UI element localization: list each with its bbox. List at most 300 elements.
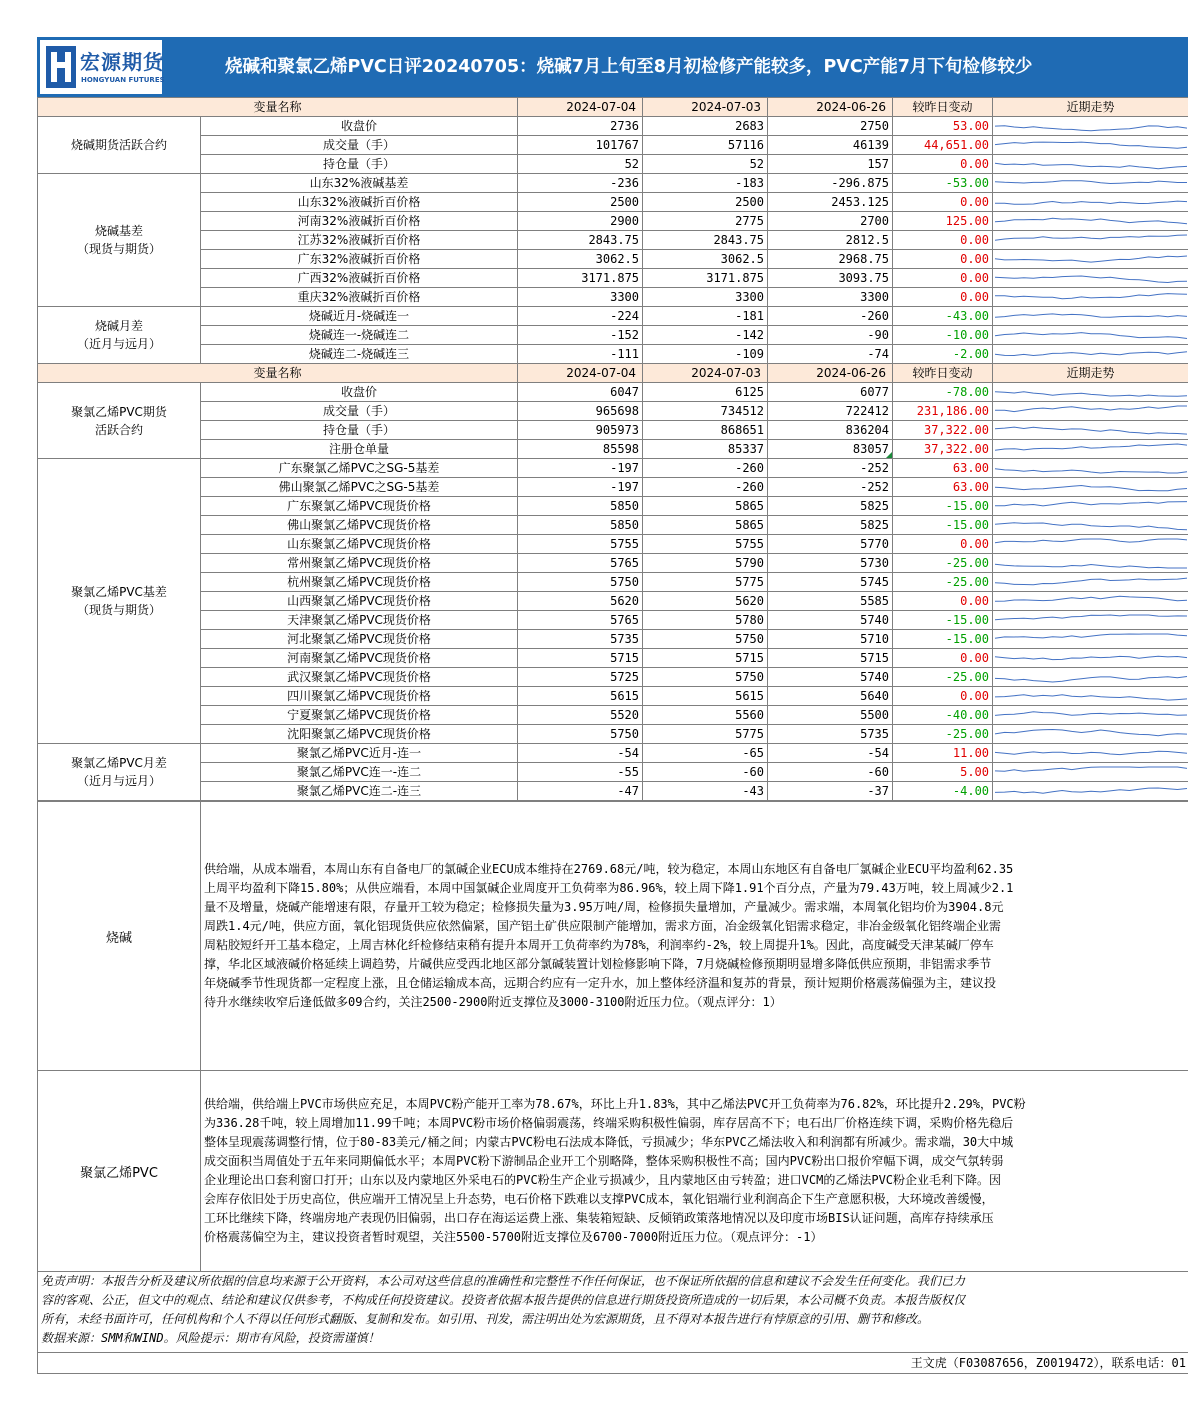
value-date2: 2500	[643, 193, 768, 212]
table-row	[38, 250, 1188, 269]
sparkline-icon	[993, 345, 1188, 363]
value-date1: -236	[518, 174, 643, 193]
value-date3: 5825	[768, 497, 893, 516]
value-date2: 5715	[643, 649, 768, 668]
daily-change: -15.00	[893, 630, 993, 649]
value-date3: 5825	[768, 516, 893, 535]
value-date2: 52	[643, 155, 768, 174]
sparkline-icon	[993, 592, 1188, 610]
value-date1: -47	[518, 782, 643, 801]
sparkline-icon	[993, 478, 1188, 496]
daily-change: 0.00	[893, 231, 993, 250]
group-label: 烧碱月差 （近月与远月）	[38, 307, 201, 364]
value-date1: 85598	[518, 440, 643, 459]
value-date3: 722412	[768, 402, 893, 421]
col-header-variable: 变量名称	[38, 364, 518, 383]
disclaimer: 免责声明：本报告分析及建议所依据的信息均来源于公开资料，本公司对这些信息的准确性和完整性不作任何保证，也不保证所依据的信息和建议不会发生任何变化。我们已力 容的客观、公正，但文中的观点、结论和建议仅供参考，不构成任何投资建议。投资者依据本报告提供的信息进行期货投资所造成的一切后果，本公司概不负责。本报告版权仅 所有，未经书面许可，任何机构和个人不得以任何形式翻版、复制和发布。如引用、刊发，需注明出处为宏源期货，且不得对本报告进行有悖原意的引用、删节和修改。 数据来源：SMM和WIND。风险提示：期市有风险，投资需谨慎！	[37, 1272, 1188, 1352]
value-date2: 5620	[643, 592, 768, 611]
sparkline-icon	[993, 649, 1188, 667]
sparkline-icon	[993, 535, 1188, 553]
trend-cell	[993, 725, 1188, 744]
trend-cell	[993, 668, 1188, 687]
value-date1: -111	[518, 345, 643, 364]
daily-change: -43.00	[893, 307, 993, 326]
value-date3: 157	[768, 155, 893, 174]
value-date3: -60	[768, 763, 893, 782]
daily-change: -25.00	[893, 573, 993, 592]
value-date3: 2453.125	[768, 193, 893, 212]
table-row	[38, 535, 1188, 554]
value-date2: -260	[643, 478, 768, 497]
value-date1: 5715	[518, 649, 643, 668]
trend-cell	[993, 402, 1188, 421]
table-row	[38, 649, 1188, 668]
commentary-text	[201, 802, 1188, 1071]
table-row	[38, 155, 1188, 174]
table-row	[38, 307, 1188, 326]
sparkline-icon	[993, 231, 1188, 249]
trend-cell	[993, 744, 1188, 763]
table-row	[38, 554, 1188, 573]
value-date3: -54	[768, 744, 893, 763]
value-date1: 6047	[518, 383, 643, 402]
trend-cell	[993, 193, 1188, 212]
col-header-trend: 近期走势	[993, 364, 1188, 383]
daily-change: -15.00	[893, 611, 993, 630]
variable-name: 广西32%液碱折百价格	[201, 269, 518, 288]
daily-change: 125.00	[893, 212, 993, 231]
trend-cell	[993, 440, 1188, 459]
sparkline-icon	[993, 307, 1188, 325]
sparkline-icon	[993, 193, 1188, 211]
value-date3: 83057	[768, 440, 893, 459]
table-row	[38, 668, 1188, 687]
trend-cell	[993, 554, 1188, 573]
table-header-row	[38, 98, 1188, 117]
sparkline-icon	[993, 383, 1188, 401]
variable-name: 四川聚氯乙烯PVC现货价格	[201, 687, 518, 706]
variable-name: 烧碱连一-烧碱连二	[201, 326, 518, 345]
value-date1: 5850	[518, 497, 643, 516]
value-date1: -197	[518, 478, 643, 497]
daily-change: -25.00	[893, 725, 993, 744]
value-date2: 5560	[643, 706, 768, 725]
table-row	[38, 117, 1188, 136]
commentary-text	[201, 1071, 1188, 1272]
sparkline-icon	[993, 421, 1188, 439]
table-row	[38, 744, 1188, 763]
trend-cell	[993, 231, 1188, 250]
table-row	[38, 269, 1188, 288]
col-header-date3: 2024-06-26	[768, 364, 893, 383]
daily-change: 63.00	[893, 459, 993, 478]
variable-name: 重庆32%液碱折百价格	[201, 288, 518, 307]
variable-name: 收盘价	[201, 383, 518, 402]
value-date1: 5850	[518, 516, 643, 535]
value-date2: 57116	[643, 136, 768, 155]
variable-name: 成交量（手）	[201, 402, 518, 421]
value-date1: 3171.875	[518, 269, 643, 288]
value-date2: 3171.875	[643, 269, 768, 288]
sparkline-icon	[993, 668, 1188, 686]
report-header	[37, 37, 1188, 97]
sparkline-icon	[993, 554, 1188, 572]
commentary-row	[38, 1071, 1188, 1272]
variable-name: 河南聚氯乙烯PVC现货价格	[201, 649, 518, 668]
trend-cell	[993, 516, 1188, 535]
value-date2: 85337	[643, 440, 768, 459]
trend-cell	[993, 212, 1188, 231]
variable-name: 聚氯乙烯PVC近月-连一	[201, 744, 518, 763]
logo-text-cn: 宏源期货	[80, 50, 164, 74]
group-label: 聚氯乙烯PVC基差 （现货与期货）	[38, 459, 201, 744]
table-row	[38, 706, 1188, 725]
value-date2: 5865	[643, 516, 768, 535]
value-date1: -197	[518, 459, 643, 478]
value-date1: -54	[518, 744, 643, 763]
daily-change: -15.00	[893, 497, 993, 516]
value-date1: 52	[518, 155, 643, 174]
report-title: 烧碱和聚氯乙烯PVC日评20240705：烧碱7月上旬至8月初检修产能较多，PVC产能7月下旬检修较少	[225, 57, 1033, 77]
value-date1: 3062.5	[518, 250, 643, 269]
variable-name: 宁夏聚氯乙烯PVC现货价格	[201, 706, 518, 725]
sparkline-icon	[993, 250, 1188, 268]
value-date3: 2750	[768, 117, 893, 136]
daily-change: -2.00	[893, 345, 993, 364]
value-date1: 101767	[518, 136, 643, 155]
table-row	[38, 630, 1188, 649]
trend-cell	[993, 307, 1188, 326]
variable-name: 河南32%液碱折百价格	[201, 212, 518, 231]
trend-cell	[993, 326, 1188, 345]
sparkline-icon	[993, 782, 1188, 800]
value-date3: 5710	[768, 630, 893, 649]
value-date2: 3062.5	[643, 250, 768, 269]
table-row	[38, 687, 1188, 706]
daily-change: -15.00	[893, 516, 993, 535]
value-date1: 5765	[518, 554, 643, 573]
value-date1: 5735	[518, 630, 643, 649]
table-row	[38, 725, 1188, 744]
daily-change: -4.00	[893, 782, 993, 801]
value-date3: 5500	[768, 706, 893, 725]
commentary-row	[38, 802, 1188, 1071]
table-row	[38, 592, 1188, 611]
value-date2: 5750	[643, 630, 768, 649]
value-date3: 5770	[768, 535, 893, 554]
trend-cell	[993, 630, 1188, 649]
variable-name: 持仓量（手）	[201, 421, 518, 440]
value-date2: -183	[643, 174, 768, 193]
sparkline-icon	[993, 516, 1188, 534]
value-date3: 2700	[768, 212, 893, 231]
value-date2: -43	[643, 782, 768, 801]
trend-cell	[993, 174, 1188, 193]
table-row	[38, 383, 1188, 402]
value-date2: -181	[643, 307, 768, 326]
sparkline-icon	[993, 630, 1188, 648]
value-date3: -74	[768, 345, 893, 364]
daily-change: 11.00	[893, 744, 993, 763]
daily-change: 37,322.00	[893, 440, 993, 459]
value-date3: 6077	[768, 383, 893, 402]
trend-cell	[993, 535, 1188, 554]
trend-cell	[993, 478, 1188, 497]
trend-cell	[993, 250, 1188, 269]
trend-cell	[993, 459, 1188, 478]
commentary-body: 供给端，从成本端看，本周山东有自备电厂的氯碱企业ECU成本维持在2769.68元/吨，较为稳定，本周山东地区有自备电厂氯碱企业ECU平均盈利62.35 上周平均盈利下降15.80%；从供应端看，本周中国氯碱企业周度开工负荷率为86.96%，较上周下降1.91个百分点，产量为79.43万吨，较上周减少2.1 量不及增量，烧碱产能增速有限，存量开工较为稳定；检修损失量为3.95万吨/周，检修损失量增加，产量减少。需求端，本周氧化铝均价为3904.8元 周跌1.4元/吨，供应方面，氧化铝现货供应依然偏紧，国产铝土矿供应限制产能增加，需求方面，冶金级氧化铝需求稳定，非冶金级氧化铝终端企业需 周粘胶短纤开工基本稳定，上周吉林化纤检修结束稍有提升本周开工负荷率约为78%，利润率约-2%，较上周提升1%。因此，高度碱受天津某碱厂停车 撑，华北区域液碱价格延续上调趋势，片碱供应受西北地区部分氯碱装置计划检修影响下降，7月烧碱检修预期明显增多降低供应预期，非铝需求季节 年烧碱季节性现货都一定程度上涨，且仓储运输成本高，远期合约应有一定升水，加上整体经济温和复苏的背景，预计短期价格震荡偏强为主，建议投 待升水继续收窄后逢低做多09合约，关注2500-2900附近支撑位及3000-3100附近压力位。（观点评分：1）	[204, 862, 1014, 1009]
value-date1: 5615	[518, 687, 643, 706]
value-date1: 965698	[518, 402, 643, 421]
value-date2: 5615	[643, 687, 768, 706]
value-date2: -65	[643, 744, 768, 763]
value-date2: -260	[643, 459, 768, 478]
table-row	[38, 782, 1188, 801]
table-row	[38, 497, 1188, 516]
variable-name: 天津聚氯乙烯PVC现货价格	[201, 611, 518, 630]
trend-cell	[993, 288, 1188, 307]
value-date3: 46139	[768, 136, 893, 155]
trend-cell	[993, 649, 1188, 668]
value-date3: 5585	[768, 592, 893, 611]
value-date2: 5750	[643, 668, 768, 687]
value-date3: -252	[768, 459, 893, 478]
table-row	[38, 440, 1188, 459]
value-date1: 5520	[518, 706, 643, 725]
daily-change: 0.00	[893, 269, 993, 288]
variable-name: 成交量（手）	[201, 136, 518, 155]
commentary-label: 烧碱	[38, 802, 201, 1071]
trend-cell	[993, 573, 1188, 592]
value-date1: 5620	[518, 592, 643, 611]
value-date3: -37	[768, 782, 893, 801]
table-row	[38, 193, 1188, 212]
value-date1: 2843.75	[518, 231, 643, 250]
table-row	[38, 136, 1188, 155]
table-row	[38, 573, 1188, 592]
value-date1: 3300	[518, 288, 643, 307]
table-row	[38, 174, 1188, 193]
table-row	[38, 763, 1188, 782]
variable-name: 山东32%液碱折百价格	[201, 193, 518, 212]
trend-cell	[993, 687, 1188, 706]
value-date2: 3300	[643, 288, 768, 307]
value-date3: 5715	[768, 649, 893, 668]
table-row	[38, 611, 1188, 630]
variable-name: 烧碱连二-烧碱连三	[201, 345, 518, 364]
table-row	[38, 478, 1188, 497]
value-date2: 5775	[643, 573, 768, 592]
variable-name: 武汉聚氯乙烯PVC现货价格	[201, 668, 518, 687]
value-date3: 836204	[768, 421, 893, 440]
value-date3: 5745	[768, 573, 893, 592]
sparkline-icon	[993, 174, 1188, 192]
daily-change: -10.00	[893, 326, 993, 345]
variable-name: 佛山聚氯乙烯PVC现货价格	[201, 516, 518, 535]
col-header-change: 较昨日变动	[893, 364, 993, 383]
commentary-table	[37, 801, 1188, 1272]
variable-name: 佛山聚氯乙烯PVC之SG-5基差	[201, 478, 518, 497]
sparkline-icon	[993, 573, 1188, 591]
data-table	[37, 97, 1188, 801]
variable-name: 聚氯乙烯PVC连二-连三	[201, 782, 518, 801]
variable-name: 沈阳聚氯乙烯PVC现货价格	[201, 725, 518, 744]
sparkline-icon	[993, 212, 1188, 230]
value-date2: 2843.75	[643, 231, 768, 250]
value-date2: 2775	[643, 212, 768, 231]
sparkline-icon	[993, 725, 1188, 743]
daily-change: -40.00	[893, 706, 993, 725]
value-date1: 5755	[518, 535, 643, 554]
value-date2: 2683	[643, 117, 768, 136]
daily-change: 0.00	[893, 250, 993, 269]
analyst-footer	[37, 1352, 1188, 1374]
table-row	[38, 231, 1188, 250]
daily-change: 44,651.00	[893, 136, 993, 155]
sparkline-icon	[993, 269, 1188, 287]
value-date2: 868651	[643, 421, 768, 440]
variable-name: 广东聚氯乙烯PVC之SG-5基差	[201, 459, 518, 478]
value-date1: 5725	[518, 668, 643, 687]
value-date3: -90	[768, 326, 893, 345]
daily-change: 63.00	[893, 478, 993, 497]
value-date3: -252	[768, 478, 893, 497]
table-row	[38, 326, 1188, 345]
sparkline-icon	[993, 136, 1188, 154]
table-row	[38, 516, 1188, 535]
value-date1: 905973	[518, 421, 643, 440]
sparkline-icon	[993, 155, 1188, 173]
value-date3: 5740	[768, 668, 893, 687]
sparkline-icon	[993, 459, 1188, 477]
value-date3: 5740	[768, 611, 893, 630]
table-row	[38, 288, 1188, 307]
daily-change: -53.00	[893, 174, 993, 193]
value-date3: 2812.5	[768, 231, 893, 250]
col-header-date1: 2024-07-04	[518, 98, 643, 117]
logo-text-en: HONGYUAN FUTURES	[81, 76, 165, 84]
daily-change: 0.00	[893, 592, 993, 611]
sparkline-icon	[993, 706, 1188, 724]
value-date3: 5640	[768, 687, 893, 706]
value-date1: 5765	[518, 611, 643, 630]
variable-name: 江苏32%液碱折百价格	[201, 231, 518, 250]
value-date2: 734512	[643, 402, 768, 421]
trend-cell	[993, 155, 1188, 174]
sparkline-icon	[993, 611, 1188, 629]
value-date2: -142	[643, 326, 768, 345]
report-sheet	[37, 37, 1188, 1374]
variable-name: 山东聚氯乙烯PVC现货价格	[201, 535, 518, 554]
value-date1: 5750	[518, 725, 643, 744]
group-label: 聚氯乙烯PVC期货 活跃合约	[38, 383, 201, 459]
daily-change: -25.00	[893, 554, 993, 573]
col-header-date2: 2024-07-03	[643, 364, 768, 383]
variable-name: 持仓量（手）	[201, 155, 518, 174]
trend-cell	[993, 269, 1188, 288]
trend-cell	[993, 497, 1188, 516]
sparkline-icon	[993, 117, 1188, 135]
daily-change: -78.00	[893, 383, 993, 402]
col-header-change: 较昨日变动	[893, 98, 993, 117]
group-label: 烧碱基差 （现货与期货）	[38, 174, 201, 307]
sparkline-icon	[993, 744, 1188, 762]
value-date2: 5755	[643, 535, 768, 554]
sparkline-icon	[993, 440, 1188, 458]
variable-name: 广东32%液碱折百价格	[201, 250, 518, 269]
variable-name: 广东聚氯乙烯PVC现货价格	[201, 497, 518, 516]
daily-change: -25.00	[893, 668, 993, 687]
trend-cell	[993, 345, 1188, 364]
value-date2: 5790	[643, 554, 768, 573]
col-header-trend: 近期走势	[993, 98, 1188, 117]
daily-change: 0.00	[893, 155, 993, 174]
value-date2: 5865	[643, 497, 768, 516]
value-date1: -152	[518, 326, 643, 345]
value-date3: 2968.75	[768, 250, 893, 269]
value-date1: 2736	[518, 117, 643, 136]
value-date3: 5735	[768, 725, 893, 744]
value-date1: -224	[518, 307, 643, 326]
daily-change: 5.00	[893, 763, 993, 782]
commentary-body: 供给端，供给端上PVC市场供应充足，本周PVC粉产能开工率为78.67%，环比上升1.83%，其中乙烯法PVC开工负荷率为76.82%，环比提升2.29%，PVC粉 为336.28千吨，较上周增加11.99千吨；本周PVC粉市场价格偏弱震荡，终端采购积极性偏弱，库存居高不下；电石出厂价格连续下调，采购价格先稳后 整体呈现震荡调整行情，位于80-83美元/桶之间；内蒙古PVC粉电石法成本降低，亏损减少；华东PVC乙烯法收入和利润都有所减少。需求端，30大中城 成交面积当周值处于五年来同期偏低水平；本周PVC粉下游制品企业开工个别略降，整体采购积极性不高；国内PVC粉出口报价窄幅下调，成交气氛转弱 企业理论出口套利窗口打开；山东以及内蒙地区外采电石的PVC粉生产企业亏损减少，且内蒙地区由亏转盈；进口VCM的乙烯法PVC粉企业毛利下降。因 会库存依旧处于历史高位，供应端开工情况呈上升态势，电石价格下跌难以支撑PVC成本，氧化铝端行业利润高企下生产意愿积极，大环境改善缓慢， 工环比继续下降，终端房地产表现仍旧偏弱，出口存在海运运费上涨、集装箱短缺、反倾销政策落地情况以及印度市场BIS认证问题，高库存持续承压 价格震荡偏空为主，建议投资者暂时观望，关注5500-5700附近支撑位及6700-7000附近压力位。（观点评分：-1）	[204, 1097, 1026, 1244]
trend-cell	[993, 136, 1188, 155]
daily-change: 37,322.00	[893, 421, 993, 440]
sparkline-icon	[993, 687, 1188, 705]
value-date2: -60	[643, 763, 768, 782]
trend-cell	[993, 611, 1188, 630]
variable-name: 聚氯乙烯PVC连一-连二	[201, 763, 518, 782]
variable-name: 山东32%液碱基差	[201, 174, 518, 193]
value-date1: 2900	[518, 212, 643, 231]
daily-change: 0.00	[893, 649, 993, 668]
variable-name: 常州聚氯乙烯PVC现货价格	[201, 554, 518, 573]
daily-change: 0.00	[893, 687, 993, 706]
variable-name: 杭州聚氯乙烯PVC现货价格	[201, 573, 518, 592]
table-row	[38, 459, 1188, 478]
trend-cell	[993, 383, 1188, 402]
daily-change: 0.00	[893, 193, 993, 212]
value-date2: 5775	[643, 725, 768, 744]
table-header-row	[38, 364, 1188, 383]
variable-name: 烧碱近月-烧碱连一	[201, 307, 518, 326]
value-date1: -55	[518, 763, 643, 782]
trend-cell	[993, 117, 1188, 136]
sparkline-icon	[993, 288, 1188, 306]
sparkline-icon	[993, 497, 1188, 515]
variable-name: 收盘价	[201, 117, 518, 136]
value-date3: 3093.75	[768, 269, 893, 288]
analyst-contact: 王文虎（F03087656，Z0019472），联系电话：01	[910, 1356, 1186, 1370]
value-date1: 2500	[518, 193, 643, 212]
value-date3: 3300	[768, 288, 893, 307]
group-label: 烧碱期货活跃合约	[38, 117, 201, 174]
table-row	[38, 345, 1188, 364]
commentary-label: 聚氯乙烯PVC	[38, 1071, 201, 1272]
col-header-variable: 变量名称	[38, 98, 518, 117]
variable-name: 河北聚氯乙烯PVC现货价格	[201, 630, 518, 649]
sparkline-icon	[993, 326, 1188, 344]
value-date2: 5780	[643, 611, 768, 630]
trend-cell	[993, 782, 1188, 801]
daily-change: 53.00	[893, 117, 993, 136]
value-date3: -260	[768, 307, 893, 326]
value-date3: -296.875	[768, 174, 893, 193]
col-header-date1: 2024-07-04	[518, 364, 643, 383]
value-date2: 6125	[643, 383, 768, 402]
value-date3: 5730	[768, 554, 893, 573]
daily-change: 231,186.00	[893, 402, 993, 421]
